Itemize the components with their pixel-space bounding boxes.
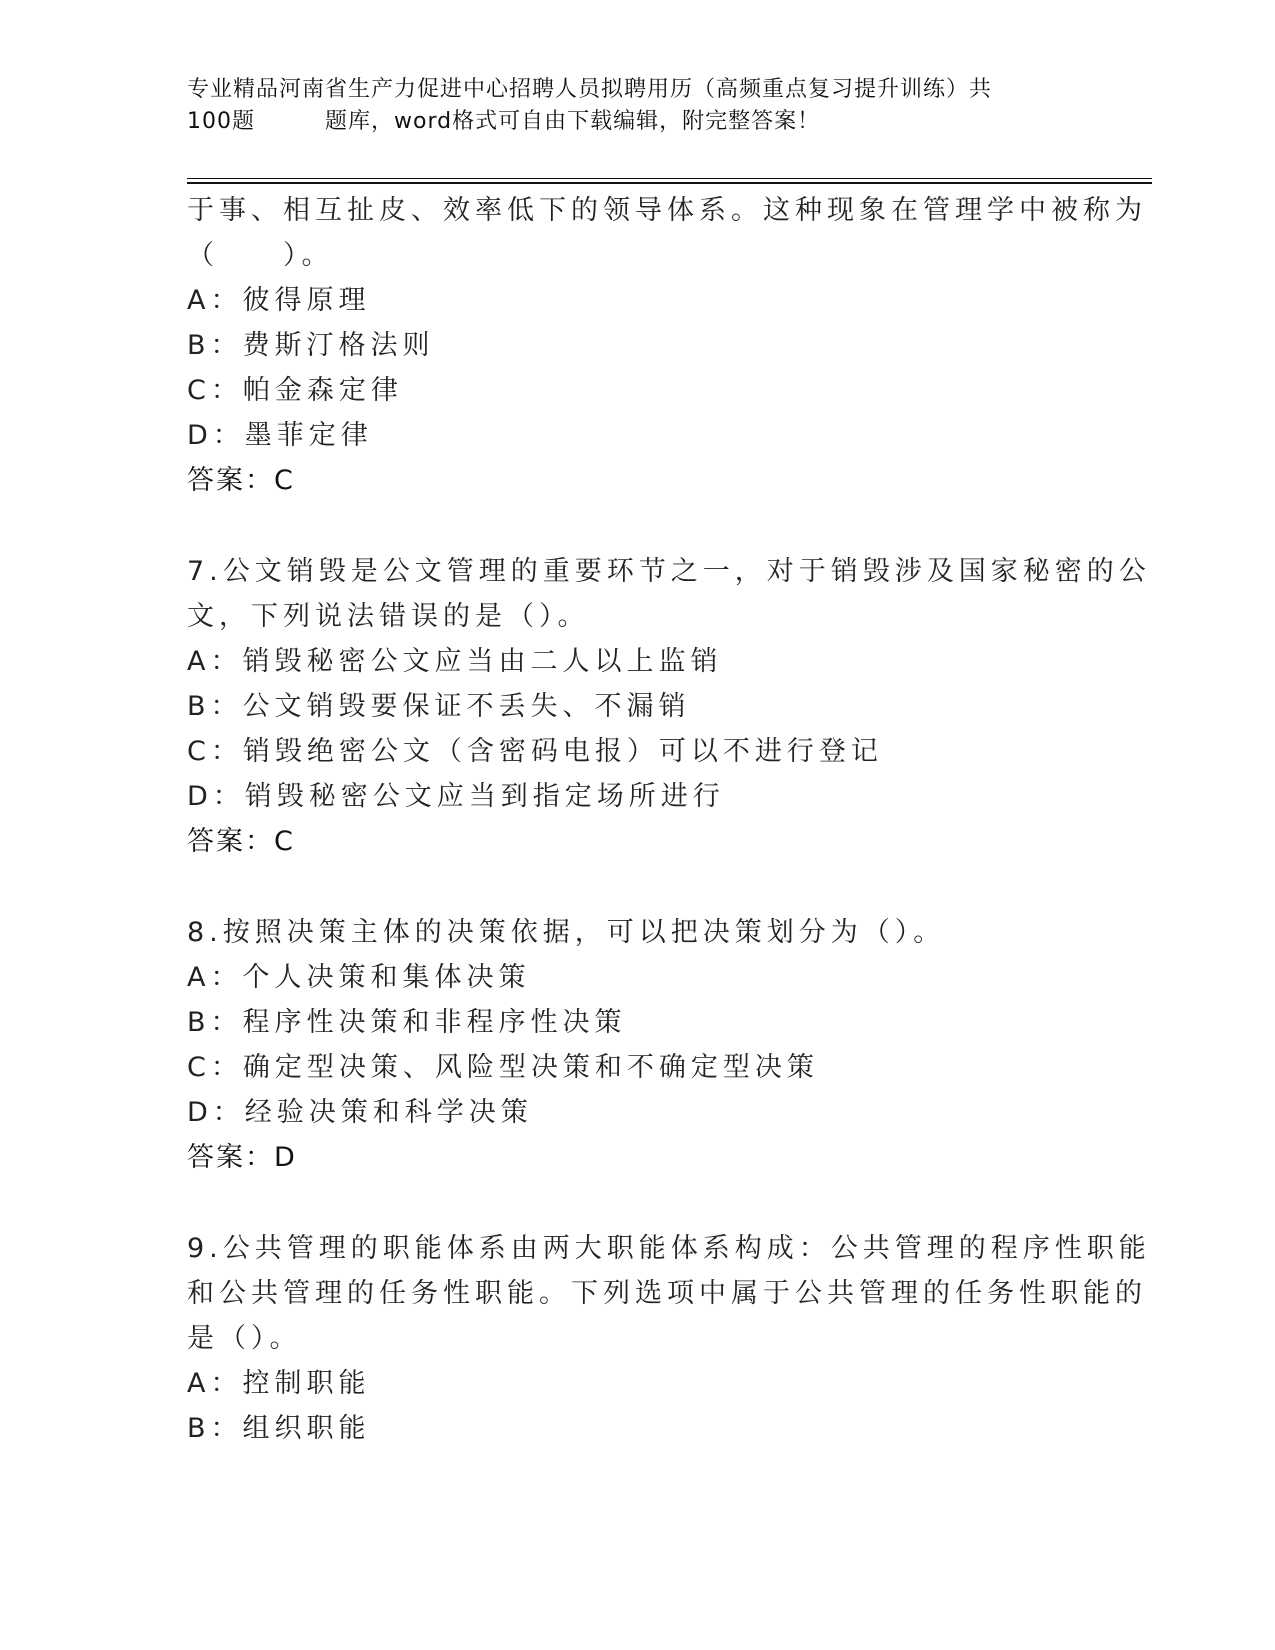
- page-header: [187, 74, 1067, 138]
- header-description: 题库，word格式可自由下载编辑，附完整答案！: [325, 109, 821, 134]
- question-stem-line: 于事、相互扯皮、效率低下的领导体系。这种现象在管理学中被称为: [187, 195, 1147, 226]
- question-stem-line: 9.公共管理的职能体系由两大职能体系构成：公共管理的程序性职能: [187, 1233, 1151, 1264]
- option-d: D：经验决策和科学决策: [187, 1097, 533, 1128]
- option-b: B：程序性决策和非程序性决策: [187, 1007, 627, 1038]
- header-title-line1: 专业精品河南省生产力促进中心招聘人员拟聘用历（高频重点复习提升训练）共: [187, 77, 993, 102]
- option-c: C：确定型决策、风险型决策和不确定型决策: [187, 1052, 819, 1083]
- question-7: [187, 549, 1151, 864]
- option-b: B：组织职能: [187, 1413, 371, 1444]
- question-stem-line: 8.按照决策主体的决策依据，可以把决策划分为（）。: [187, 917, 946, 948]
- option-b: B：费斯汀格法则: [187, 330, 435, 361]
- question-stem-line: 7.公文销毁是公文管理的重要环节之一，对于销毁涉及国家秘密的公: [187, 556, 1151, 587]
- answer: 答案：C: [187, 465, 295, 496]
- question-6: [187, 188, 1147, 503]
- option-a: A：销毁秘密公文应当由二人以上监销: [187, 646, 723, 677]
- question-stem-line: 文，下列说法错误的是（）。: [187, 601, 590, 632]
- answer: 答案：D: [187, 1142, 297, 1173]
- option-c: C：帕金森定律: [187, 375, 403, 406]
- option-c: C：销毁绝密公文（含密码电报）可以不进行登记: [187, 736, 883, 767]
- header-divider-bottom: [187, 182, 1152, 184]
- answer: 答案：C: [187, 826, 295, 857]
- header-count: 100题: [187, 109, 255, 134]
- question-stem-line: 是（）。: [187, 1323, 302, 1354]
- document-body: [187, 188, 1151, 1451]
- option-d: D：墨菲定律: [187, 420, 373, 451]
- header-divider-top: [187, 178, 1152, 179]
- question-8: [187, 910, 1067, 1180]
- question-stem-line: 和公共管理的任务性职能。下列选项中属于公共管理的任务性职能的: [187, 1278, 1147, 1309]
- option-d: D：销毁秘密公文应当到指定场所进行: [187, 781, 725, 812]
- option-a: A：个人决策和集体决策: [187, 962, 531, 993]
- header-title-line2: [187, 106, 1067, 138]
- option-b: B：公文销毁要保证不丢失、不漏销: [187, 691, 691, 722]
- question-stem-line: （ ）。: [187, 240, 334, 271]
- option-a: A：控制职能: [187, 1368, 371, 1399]
- question-9: [187, 1226, 1151, 1451]
- option-a: A：彼得原理: [187, 285, 371, 316]
